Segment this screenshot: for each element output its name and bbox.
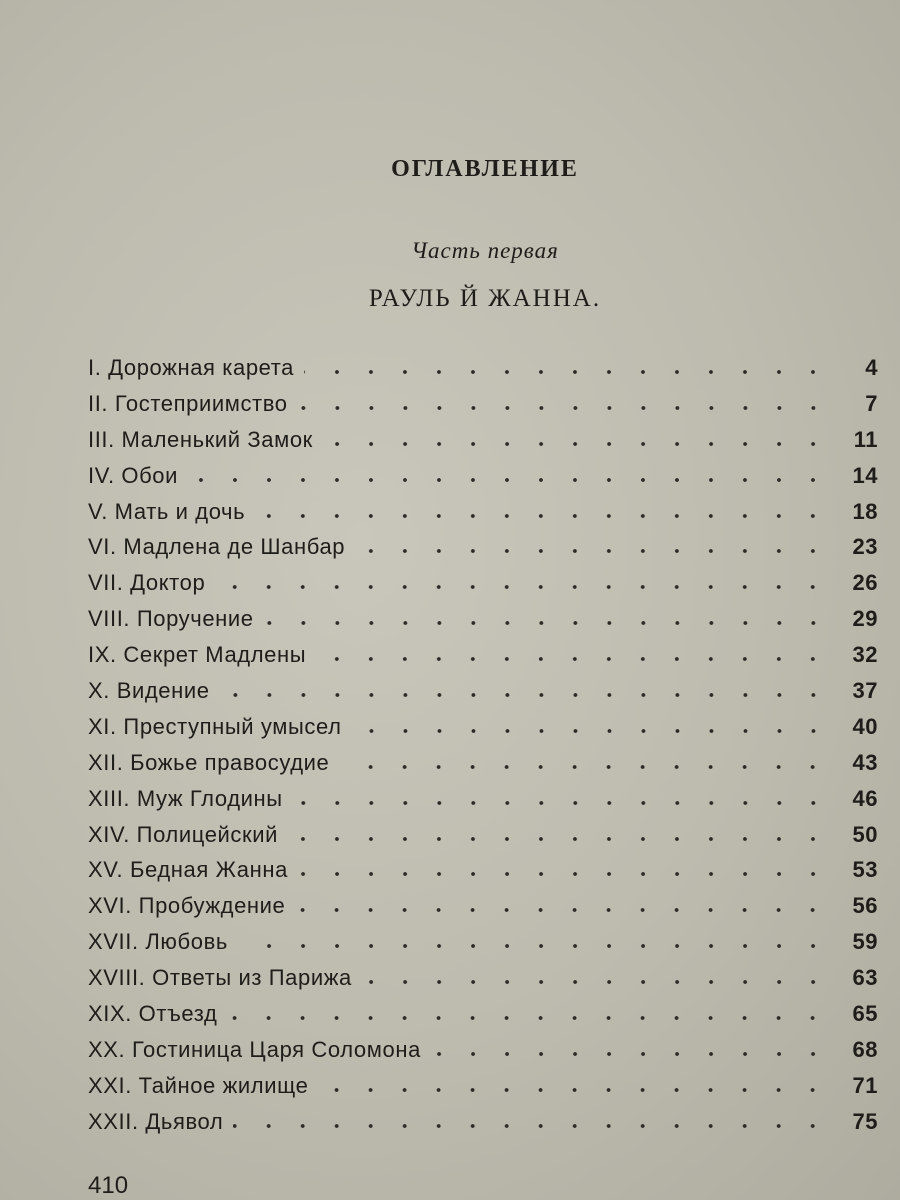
dot-leader <box>295 907 830 913</box>
entry-title: I. Дорожная карета <box>88 354 295 380</box>
entry-title: IX. Секрет Мадлены <box>88 642 307 668</box>
dot-leader <box>215 584 830 590</box>
toc-entry <box>88 1068 878 1104</box>
entry-page: 23 <box>852 534 878 560</box>
entry-page: 50 <box>852 821 878 847</box>
dot-leader <box>362 979 830 985</box>
dot-leader <box>238 943 830 949</box>
toc-entry <box>88 852 878 888</box>
dot-leader <box>352 728 830 734</box>
dot-leader <box>188 477 830 483</box>
page-heading: ОГЛАВЛЕНИЕ <box>391 156 579 182</box>
entry-title: II. Гостеприимство <box>88 390 288 416</box>
page-number: 410 <box>88 1172 129 1199</box>
entry-title: XI. Преступный умысел <box>88 713 342 739</box>
dot-leader <box>316 656 830 662</box>
toc-entry <box>88 350 878 386</box>
entry-title: XX. Гостиница Царя Соломона <box>88 1036 421 1062</box>
dot-leader <box>304 369 830 375</box>
entry-title: XVII. Любовь <box>88 929 228 955</box>
toc-entry <box>88 924 878 960</box>
entry-page: 56 <box>852 893 878 919</box>
entry-title: XXI. Тайное жилище <box>88 1072 309 1098</box>
toc-entry <box>88 601 878 637</box>
entry-page: 26 <box>852 570 878 596</box>
toc-entry <box>88 386 878 422</box>
entry-page: 75 <box>852 1108 878 1134</box>
entry-page: 7 <box>865 390 878 416</box>
entry-page: 53 <box>852 857 878 883</box>
entry-page: 43 <box>852 749 878 775</box>
entry-title: XV. Бедная Жанна <box>88 857 288 883</box>
dot-leader <box>355 548 830 554</box>
toc-entry <box>88 960 878 996</box>
entry-page: 63 <box>852 965 878 991</box>
entry-page: 71 <box>852 1072 878 1098</box>
entry-page: 59 <box>852 929 878 955</box>
entry-page: 65 <box>852 1000 878 1026</box>
toc-entry <box>88 745 878 781</box>
entry-title: X. Видение <box>88 677 210 703</box>
entry-title: XVIII. Ответы из Парижа <box>88 965 352 991</box>
entry-page: 29 <box>852 606 878 632</box>
toc-entry <box>88 494 878 530</box>
entry-title: XIV. Полицейский <box>88 821 279 847</box>
toc-entry <box>88 458 878 494</box>
toc-entry <box>88 1104 878 1140</box>
entry-page: 4 <box>865 354 878 380</box>
entry-title: VI. Мадлена де Шанбар <box>88 534 346 560</box>
entry-page: 11 <box>853 426 878 452</box>
entry-page: 68 <box>852 1036 878 1062</box>
dot-leader <box>323 441 830 447</box>
entry-page: 40 <box>852 713 878 739</box>
dot-leader <box>339 764 830 770</box>
entry-page: 32 <box>852 642 878 668</box>
entry-title: XXII. Дьявол <box>88 1108 224 1134</box>
entry-page: 18 <box>852 498 878 524</box>
toc-entry <box>88 529 878 565</box>
entry-title: IV. Обои <box>88 462 179 488</box>
entry-title: XIII. Муж Глодины <box>88 785 283 811</box>
dot-leader <box>264 620 830 626</box>
dot-leader <box>288 836 830 842</box>
entry-title: III. Маленький Замок <box>88 426 313 452</box>
toc-entry <box>88 637 878 673</box>
dot-leader <box>298 871 830 877</box>
toc-entry <box>88 565 878 601</box>
toc-entry <box>88 422 878 458</box>
entry-title: VII. Доктор <box>88 570 206 596</box>
dot-leader <box>431 1051 830 1057</box>
entry-page: 37 <box>852 677 878 703</box>
dot-leader <box>233 1123 830 1129</box>
toc-entry <box>88 996 878 1032</box>
dot-leader <box>298 405 830 411</box>
table-of-contents <box>88 350 878 1140</box>
entry-title: V. Мать и дочь <box>88 498 246 524</box>
dot-leader <box>293 800 830 806</box>
entry-page: 46 <box>852 785 878 811</box>
entry-title: VIII. Поручение <box>88 606 254 632</box>
toc-entry <box>88 709 878 745</box>
entry-title: XII. Божье правосудие <box>88 749 330 775</box>
toc-entry <box>88 817 878 853</box>
toc-entry <box>88 1032 878 1068</box>
dot-leader <box>318 1087 830 1093</box>
part-title: Часть первая <box>411 238 559 263</box>
dot-leader <box>227 1015 830 1021</box>
section-title: РАУЛЬ Й ЖАННА. <box>368 285 602 312</box>
toc-entry <box>88 888 878 924</box>
toc-entry <box>88 673 878 709</box>
dot-leader <box>255 513 830 519</box>
toc-entry <box>88 781 878 817</box>
entry-title: XVI. Пробуждение <box>88 893 286 919</box>
dot-leader <box>220 692 830 698</box>
entry-page: 14 <box>852 462 878 488</box>
entry-title: XIX. Отъезд <box>88 1000 218 1026</box>
